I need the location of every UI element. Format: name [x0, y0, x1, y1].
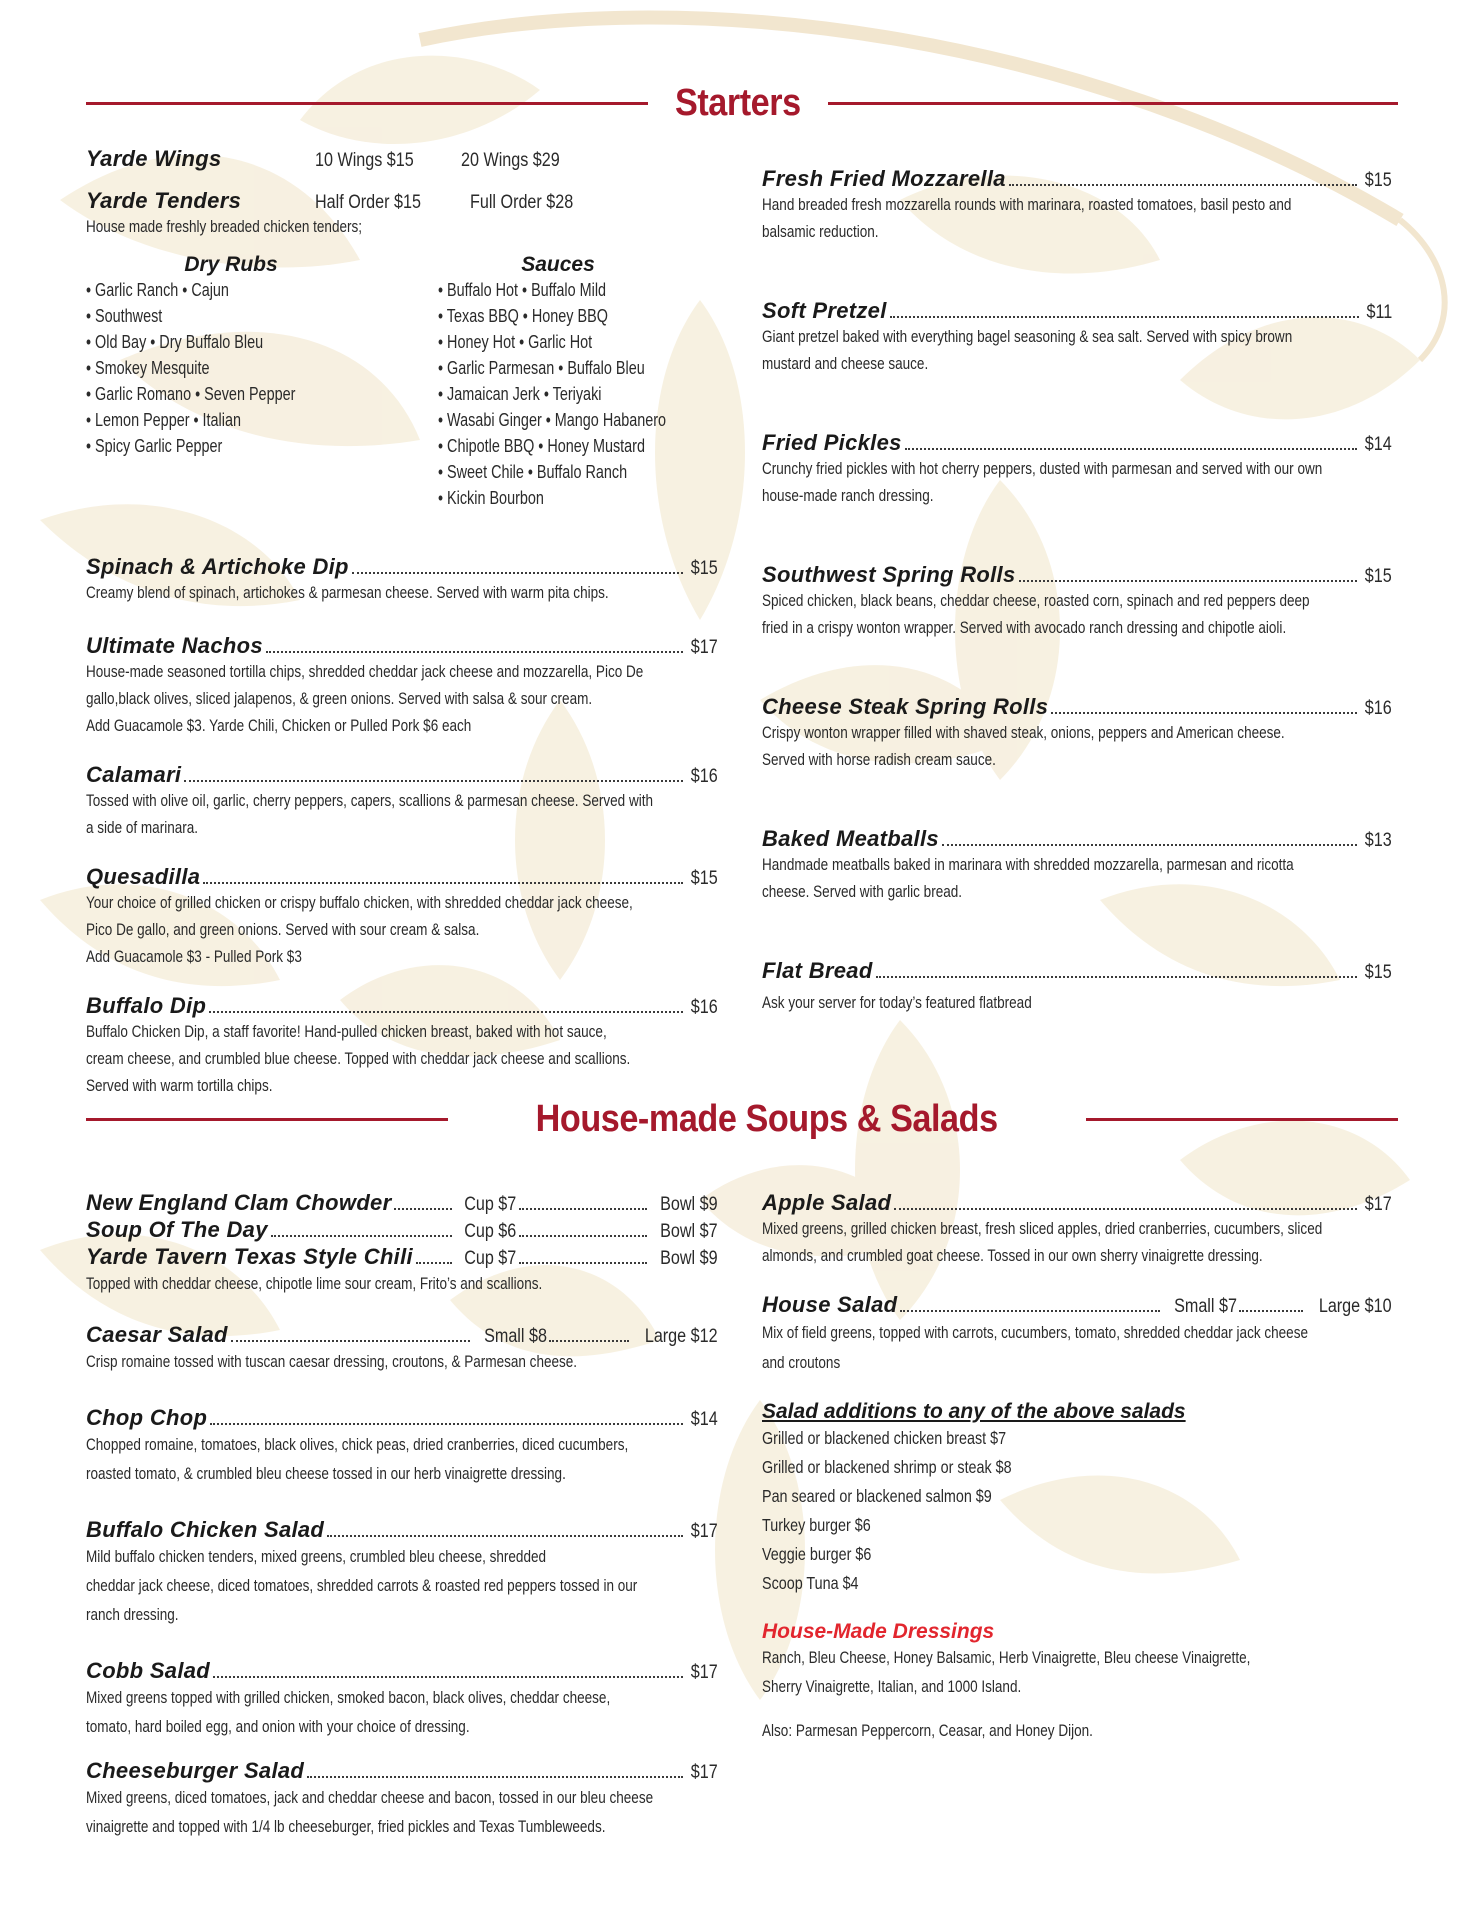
description-line: ranch dressing. — [86, 1606, 179, 1624]
heading-rule-right — [828, 102, 1398, 105]
sauce-item: • Honey Hot • Garlic Hot — [438, 332, 593, 352]
dot-leader — [209, 1011, 683, 1013]
item-name: Spinach & Artichoke Dip — [86, 554, 349, 579]
wings-name: Yarde Wings — [86, 146, 222, 171]
item-price: $15 — [691, 558, 718, 579]
item-price: $14 — [691, 1409, 718, 1430]
starters-title: Starters — [674, 82, 801, 124]
tenders-option-half: Half Order $15 — [315, 192, 421, 213]
price-small: Small $7 — [1173, 1296, 1237, 1317]
description-line: Ask your server for today’s featured flatbread — [762, 994, 1032, 1012]
item-name: Quesadilla — [86, 864, 201, 889]
description-line: Buffalo Chicken Dip, a staff favorite! Hand-pulled chicken breast, baked with hot sauce, — [86, 1023, 607, 1041]
item-price: $15 — [1365, 962, 1392, 983]
description-line: Crunchy fried pickles with hot cherry peppers, dusted with parmesan and served with our own — [762, 460, 1323, 478]
item-description — [762, 720, 1392, 774]
dry-rubs-list — [86, 253, 406, 459]
description-line: Hand breaded fresh mozzarella rounds with marinara, roasted tomatoes, basil pesto and — [762, 196, 1292, 214]
soups-description: Topped with cheddar cheese, chipotle lime sour cream, Frito’s and scallions. — [86, 1275, 543, 1293]
dot-leader — [184, 780, 683, 782]
item-heading — [86, 554, 718, 580]
item-description — [762, 324, 1392, 378]
price-bowl: Bowl $9 — [660, 1248, 718, 1269]
salad-addition-item: Grilled or blackened shrimp or steak $8 — [762, 1457, 1012, 1477]
dot-leader — [213, 1676, 683, 1678]
tenders-description: House made freshly breaded chicken tenders; — [86, 218, 363, 236]
item-heading — [86, 864, 718, 890]
item-description — [762, 990, 1392, 1017]
item-price: $17 — [691, 1521, 718, 1542]
item-name: Soup Of The Day — [86, 1217, 268, 1242]
dressings-title: House-Made Dressings — [762, 1620, 995, 1643]
menu-item-southwest-spring-rolls — [762, 562, 1392, 642]
description-line: a side of marinara. — [86, 819, 199, 837]
salad-additions-title: Salad additions to any of the above salads — [762, 1400, 1186, 1423]
description-line: Giant pretzel baked with everything bagel seasoning & sea salt. Served with spicy brown — [762, 328, 1293, 346]
item-description — [762, 1318, 1392, 1378]
description-line: Chopped romaine, tomatoes, black olives, chick peas, dried cranberries, diced cucumbers, — [86, 1436, 629, 1454]
description-line: Mild buffalo chicken tenders, mixed greens, crumbled bleu cheese, shredded — [86, 1548, 547, 1566]
item-description — [86, 1348, 718, 1377]
description-line: house-made ranch dressing. — [762, 487, 934, 505]
description-line: fried in a crispy wonton wrapper. Served with avocado ranch dressing and chipotle aioli. — [762, 619, 1287, 637]
item-heading — [86, 633, 718, 659]
item-heading — [86, 1405, 718, 1431]
starters-left-items — [86, 554, 718, 1100]
sauces-list — [438, 253, 738, 511]
sauce-item: • Texas BBQ • Honey BBQ — [438, 306, 608, 326]
item-description — [86, 788, 718, 842]
item-price: $15 — [1365, 566, 1392, 587]
menu-item-chop-chop — [86, 1405, 718, 1489]
description-line: Served with horse radish cream sauce. — [762, 751, 996, 769]
description-line: Spiced chicken, black beans, cheddar cheese, roasted corn, spinach and red peppers deep — [762, 592, 1310, 610]
wings-option-20: 20 Wings $29 — [461, 150, 560, 171]
description-line: balsamic reduction. — [762, 223, 879, 241]
description-line: and croutons — [762, 1354, 841, 1372]
item-name: Southwest Spring Rolls — [762, 562, 1016, 587]
rubs-sauces-lists — [86, 253, 718, 513]
dot-leader — [1239, 1310, 1303, 1312]
description-line: vinaigrette and topped with 1/4 lb cheeseburger, fried pickles and Texas Tumbleweeds. — [86, 1818, 606, 1836]
description-line: Pico De gallo, and green onions. Served with sour cream & salsa. — [86, 921, 480, 939]
dry-rub-item: • Lemon Pepper • Italian — [86, 410, 241, 430]
description-line: Crisp romaine tossed with tuscan caesar dressing, croutons, & Parmesan cheese. — [86, 1353, 578, 1371]
menu-item-soft-pretzel — [762, 298, 1392, 378]
description-line: Crispy wonton wrapper filled with shaved steak, onions, peppers and American cheese. — [762, 724, 1285, 742]
sauce-item: • Kickin Bourbon — [438, 488, 544, 508]
menu-item-fresh-fried-mozzarella — [762, 166, 1392, 246]
wings-row — [86, 146, 718, 172]
dot-leader — [519, 1262, 647, 1264]
item-description — [86, 580, 718, 607]
soups-salads-heading — [86, 1098, 1398, 1141]
item-description — [86, 1431, 718, 1489]
dot-leader — [203, 882, 683, 884]
description-line: Ranch, Bleu Cheese, Honey Balsamic, Herb Vinaigrette, Bleu cheese Vinaigrette, — [762, 1649, 1251, 1667]
item-name: Baked Meatballs — [762, 826, 939, 851]
item-description — [86, 659, 718, 740]
item-name: Cheese Steak Spring Rolls — [762, 694, 1049, 719]
heading-rule-left — [86, 102, 648, 105]
sauce-item: • Jamaican Jerk • Teriyaki — [438, 384, 602, 404]
item-name: Yarde Tavern Texas Style Chili — [86, 1244, 413, 1269]
menu-item-buffalo-dip — [86, 993, 718, 1100]
item-name: Calamari — [86, 762, 182, 787]
item-heading — [86, 1758, 718, 1784]
dot-leader — [942, 844, 1357, 846]
item-heading — [86, 993, 718, 1019]
item-heading — [86, 1658, 718, 1684]
soups-salads-title: House-made Soups & Salads — [536, 1098, 998, 1140]
description-line: mustard and cheese sauce. — [762, 355, 929, 373]
salads-right-column — [762, 1190, 1392, 1745]
description-line: cream cheese, and crumbled blue cheese. Topped with cheddar jack cheese and scallions. — [86, 1050, 631, 1068]
price-cup: Cup $7 — [464, 1248, 517, 1269]
item-price: $11 — [1366, 302, 1392, 323]
dot-leader — [876, 976, 1358, 978]
item-name: New England Clam Chowder — [86, 1190, 392, 1215]
item-description — [86, 1019, 718, 1100]
salads-left-items — [86, 1322, 718, 1842]
item-name: Buffalo Chicken Salad — [86, 1517, 325, 1542]
starters-heading — [86, 82, 1398, 125]
dot-leader — [900, 1310, 1159, 1312]
item-price: $15 — [1365, 170, 1392, 191]
item-name: Caesar Salad — [86, 1322, 228, 1347]
salad-additions-list — [762, 1424, 1392, 1598]
item-name: House Salad — [762, 1292, 898, 1317]
dot-leader — [1019, 580, 1358, 582]
price-large: Large $10 — [1319, 1296, 1392, 1317]
item-price: $16 — [1365, 698, 1392, 719]
item-heading — [762, 694, 1392, 720]
dry-rub-item: • Southwest — [86, 306, 163, 326]
dressings-also: Also: Parmesan Peppercorn, Ceasar, and Honey Dijon. — [762, 1722, 1093, 1740]
dressings-list — [762, 1644, 1392, 1702]
item-price: $17 — [691, 1762, 718, 1783]
house-dressings — [762, 1620, 1392, 1745]
description-line: Your choice of grilled chicken or crispy buffalo chicken, with shredded cheddar jack cheese, — [86, 894, 633, 912]
item-heading — [86, 1517, 718, 1543]
description-line: Tossed with olive oil, garlic, cherry peppers, capers, scallions & parmesan cheese. Served with — [86, 792, 654, 810]
dot-leader — [519, 1208, 647, 1210]
tenders-name: Yarde Tenders — [86, 188, 242, 213]
item-description — [762, 192, 1392, 246]
item-description — [762, 588, 1392, 642]
item-price: $17 — [691, 637, 718, 658]
item-price: $17 — [1365, 1194, 1392, 1215]
dot-leader — [352, 572, 684, 574]
wings-option-10: 10 Wings $15 — [315, 150, 414, 171]
menu-item-calamari — [86, 762, 718, 842]
soup-row-soup-of-the-day — [86, 1217, 718, 1244]
item-heading — [762, 826, 1392, 852]
menu-item-cheese-steak-spring-rolls — [762, 694, 1392, 774]
salad-additions — [762, 1400, 1392, 1598]
salad-addition-item: Veggie burger $6 — [762, 1544, 872, 1564]
item-description — [762, 456, 1392, 510]
dot-leader — [894, 1208, 1357, 1210]
description-line: Add Guacamole $3 - Pulled Pork $3 — [86, 948, 302, 966]
menu-item-ultimate-nachos — [86, 633, 718, 740]
dry-rub-item: • Garlic Ranch • Cajun — [86, 280, 229, 300]
sauces-items — [438, 277, 738, 511]
item-price: $15 — [691, 868, 718, 889]
description-line: roasted tomato, & crumbled bleu cheese tossed in our herb vinaigrette dressing. — [86, 1465, 566, 1483]
description-line: tomato, hard boiled egg, and onion with your choice of dressing. — [86, 1718, 470, 1736]
description-line: Mixed greens, grilled chicken breast, fresh sliced apples, dried cranberries, cucumbers, sliced — [762, 1220, 1323, 1238]
dot-leader — [271, 1235, 452, 1237]
salad-addition-item: Turkey burger $6 — [762, 1515, 871, 1535]
item-name: Chop Chop — [86, 1405, 208, 1430]
heading-rule-right — [1086, 1118, 1398, 1121]
sauce-item: • Garlic Parmesan • Buffalo Bleu — [438, 358, 645, 378]
item-heading — [762, 562, 1392, 588]
dry-rub-item: • Spicy Garlic Pepper — [86, 436, 223, 456]
dot-leader — [394, 1208, 452, 1210]
item-name: Apple Salad — [762, 1190, 892, 1215]
item-price: $16 — [691, 766, 718, 787]
sauces-title: Sauces — [521, 253, 595, 276]
description-line: Add Guacamole $3. Yarde Chili, Chicken or Pulled Pork $6 each — [86, 717, 472, 735]
menu-item-quesadilla — [86, 864, 718, 971]
item-name: Soft Pretzel — [762, 298, 887, 323]
description-line: Creamy blend of spinach, artichokes & parmesan cheese. Served with warm pita chips. — [86, 584, 609, 602]
description-line: House-made seasoned tortilla chips, shredded cheddar jack cheese and mozzarella, Pico De — [86, 663, 644, 681]
item-description — [86, 1543, 718, 1630]
item-description — [762, 852, 1392, 906]
dot-leader — [307, 1776, 683, 1778]
item-name: Flat Bread — [762, 958, 873, 983]
menu-item-baked-meatballs — [762, 826, 1392, 906]
item-name: Ultimate Nachos — [86, 633, 263, 658]
item-description — [762, 1216, 1392, 1270]
description-line: Mixed greens, diced tomatoes, jack and cheddar cheese and bacon, tossed in our bleu cheese — [86, 1789, 654, 1807]
dot-leader — [549, 1340, 629, 1342]
item-heading — [86, 762, 718, 788]
description-line: Mix of field greens, topped with carrots, cucumbers, tomato, shredded cheddar jack cheese — [762, 1324, 1308, 1342]
dot-leader — [416, 1262, 452, 1264]
item-name: Cobb Salad — [86, 1658, 211, 1683]
sauce-item: • Chipotle BBQ • Honey Mustard — [438, 436, 645, 456]
dry-rub-item: • Garlic Romano • Seven Pepper — [86, 384, 296, 404]
salad-addition-item: Grilled or blackened chicken breast $7 — [762, 1428, 1007, 1448]
price-cup: Cup $7 — [464, 1194, 517, 1215]
soup-row-new-england-clam-chowder — [86, 1190, 718, 1217]
menu-item-caesar-salad — [86, 1322, 718, 1377]
menu-item-apple-salad — [762, 1190, 1392, 1270]
description-line: gallo,black olives, sliced jalapenos, & green onions. Served with salsa & sour cream. — [86, 690, 593, 708]
dot-leader — [519, 1235, 647, 1237]
dot-leader — [1009, 184, 1358, 186]
dry-rub-item: • Smokey Mesquite — [86, 358, 210, 378]
description-line: Served with warm tortilla chips. — [86, 1077, 273, 1095]
item-heading — [762, 166, 1392, 192]
starters-right-items — [762, 166, 1392, 1017]
item-heading — [86, 1322, 718, 1348]
tenders-option-full: Full Order $28 — [469, 192, 573, 213]
heading-rule-left — [86, 1118, 448, 1121]
item-price: $17 — [691, 1662, 718, 1683]
dry-rubs-items — [86, 277, 406, 459]
dot-leader — [266, 651, 683, 653]
item-name: Cheeseburger Salad — [86, 1758, 305, 1783]
item-name: Fried Pickles — [762, 430, 902, 455]
dry-rub-item: • Old Bay • Dry Buffalo Bleu — [86, 332, 264, 352]
item-price: $14 — [1365, 434, 1392, 455]
dot-leader — [327, 1535, 683, 1537]
menu-item-house-salad — [762, 1292, 1392, 1378]
soups-block — [86, 1190, 718, 1298]
description-line: almonds, and crumbled goat cheese. Tossed in our own sherry vinaigrette dressing. — [762, 1247, 1263, 1265]
price-small: Small $8 — [483, 1326, 547, 1347]
description-line: Handmade meatballs baked in marinara with shredded mozzarella, parmesan and ricotta — [762, 856, 1294, 874]
dry-rubs-title: Dry Rubs — [184, 253, 278, 276]
price-cup: Cup $6 — [464, 1221, 517, 1242]
dot-leader — [905, 448, 1358, 450]
dot-leader — [231, 1340, 470, 1342]
menu-item-cheeseburger-salad — [86, 1758, 718, 1842]
dot-leader — [890, 316, 1359, 318]
menu-item-fried-pickles — [762, 430, 1392, 510]
sauce-item: • Wasabi Ginger • Mango Habanero — [438, 410, 667, 430]
menu-item-buffalo-chicken-salad — [86, 1517, 718, 1630]
menu-item-flat-bread — [762, 958, 1392, 1017]
item-name: Fresh Fried Mozzarella — [762, 166, 1006, 191]
salad-addition-item: Scoop Tuna $4 — [762, 1573, 859, 1593]
description-line: Sherry Vinaigrette, Italian, and 1000 Island. — [762, 1678, 1022, 1696]
price-bowl: Bowl $9 — [660, 1194, 718, 1215]
price-large: Large $12 — [645, 1326, 718, 1347]
item-price: $16 — [691, 997, 718, 1018]
dot-leader — [1051, 712, 1357, 714]
menu-item-cobb-salad — [86, 1658, 718, 1742]
soup-row-yarde-tavern-texas-style-chili — [86, 1244, 718, 1271]
soup-rows — [86, 1190, 718, 1271]
salad-addition-item: Pan seared or blackened salmon $9 — [762, 1486, 992, 1506]
sauce-item: • Buffalo Hot • Buffalo Mild — [438, 280, 607, 300]
item-name: Buffalo Dip — [86, 993, 207, 1018]
item-heading — [762, 958, 1392, 984]
item-description — [86, 890, 718, 971]
price-bowl: Bowl $7 — [660, 1221, 718, 1242]
menu-item-spinach-artichoke-dip — [86, 554, 718, 607]
description-line: Mixed greens topped with grilled chicken, smoked bacon, black olives, cheddar cheese, — [86, 1689, 611, 1707]
starters-left-column — [86, 146, 718, 513]
tenders-row — [86, 188, 718, 214]
description-line: cheese. Served with garlic bread. — [762, 883, 963, 901]
description-line: cheddar jack cheese, diced tomatoes, shredded carrots & roasted red peppers tossed in our — [86, 1577, 638, 1595]
item-heading — [762, 430, 1392, 456]
item-price: $13 — [1365, 830, 1392, 851]
item-heading — [762, 298, 1392, 324]
dot-leader — [210, 1423, 683, 1425]
item-description — [86, 1784, 718, 1842]
item-description — [86, 1684, 718, 1742]
sauce-item: • Sweet Chile • Buffalo Ranch — [438, 462, 628, 482]
